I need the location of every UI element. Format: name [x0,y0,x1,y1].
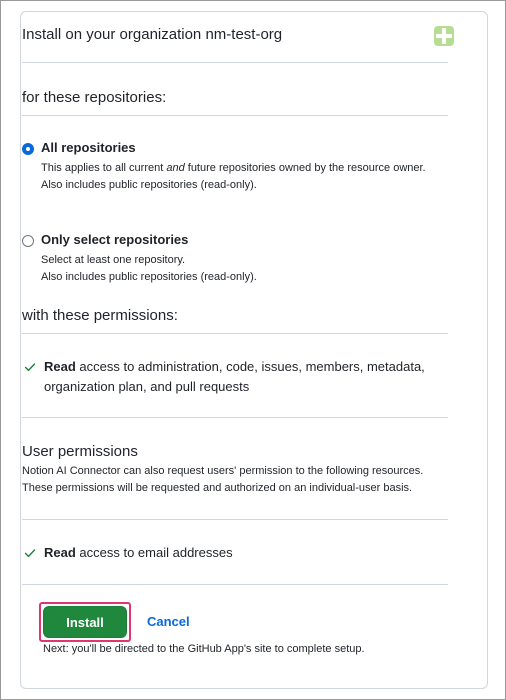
radio-button-unselected-icon[interactable] [22,235,34,247]
radio-label-all-repositories[interactable]: All repositories [41,140,136,155]
user-permissions-title: User permissions [22,443,138,460]
radio-all-repositories[interactable] [22,140,452,210]
check-icon [24,547,36,559]
actions-divider [22,584,448,585]
org-avatar-icon [434,26,454,46]
user-permissions-divider [22,519,448,520]
radio-label-only-select[interactable]: Only select repositories [41,232,189,247]
install-header [22,23,448,63]
repositories-divider [22,115,448,116]
permissions-section-title: with these permissions: [22,307,178,324]
user-permission-text: Read access to email addresses [44,545,233,560]
user-permissions-top-divider [22,417,448,418]
user-permissions-description: Notion AI Connector can also request users' permission to the following resources. These permissions will be requested and authorized on an individual-user basis. [22,465,424,494]
permission-item [22,357,448,397]
permission-text: Read access to administration, code, issues, members, metadata, organization plan, and pull requests [44,359,425,394]
install-title: Install on your organization nm-test-org [22,26,283,43]
radio-button-selected-icon[interactable] [22,143,34,155]
check-icon [24,361,36,373]
all-repositories-description: This applies to all current and future repositories owned by the resource owner. Also includes public repositories (read-only). [41,162,426,191]
repositories-section-title: for these repositories: [22,89,167,106]
next-step-note: Next: you'll be directed to the GitHub App's site to complete setup. [43,643,365,655]
install-button[interactable]: Install [43,606,127,638]
only-select-description: Select at least one repository. Also includes public repositories (read-only). [41,254,257,283]
permissions-divider [22,333,448,334]
radio-only-select-repositories[interactable] [22,232,452,287]
install-card [20,11,488,689]
cancel-link[interactable]: Cancel [147,614,190,629]
user-permission-item [22,543,448,563]
